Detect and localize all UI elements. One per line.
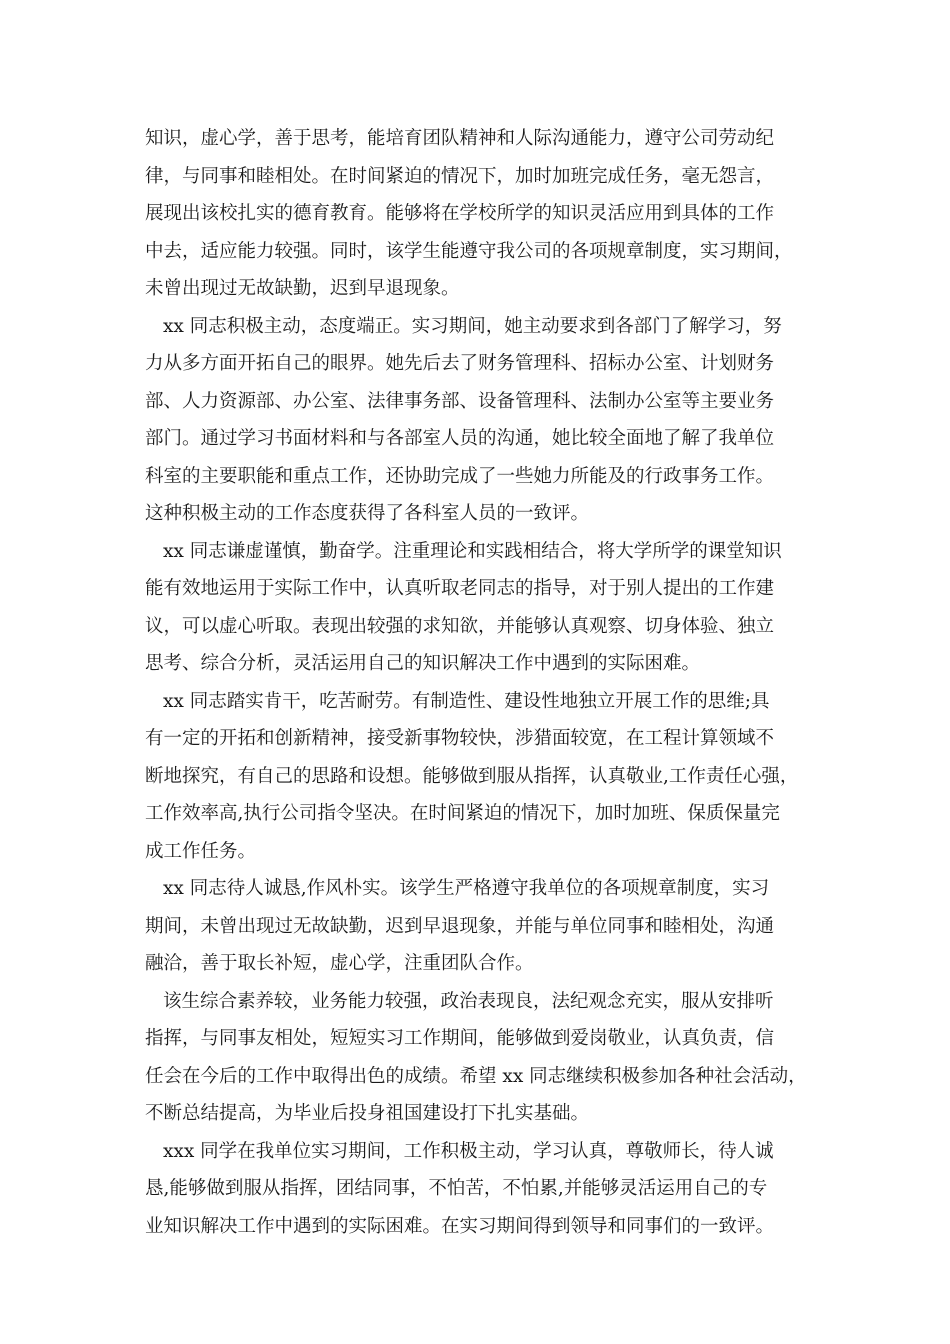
- text-line: 指挥，与同事友相处，短短实习工作期间，能够做到爱岗敬业，认真负责，信: [145, 1028, 775, 1049]
- text-line: 律，与同事和睦相处。在时间紧迫的情况下，加时加班完成任务，毫无怨言，: [145, 165, 775, 187]
- text-line: 工作效率高,执行公司指令坚决。在时间紧迫的情况下，加时加班、保质保量完: [145, 803, 780, 824]
- text-line: 未曾出现过无故缺勤，迟到早退现象。: [145, 278, 460, 299]
- text-line: 期间，未曾出现过无故缺勤，迟到早退现象，并能与单位同事和睦相处，沟通: [145, 915, 775, 937]
- text-line: 议，可以虚心听取。表现出较强的求知欲，并能够认真观察、切身体验、独立: [145, 615, 775, 637]
- text-line: 中去，适应能力较强。同时，该学生能遵守我公司的各项规章制度，实习期间，: [145, 240, 793, 262]
- text-line: 知识，虚心学，善于思考，能培育团队精神和人际沟通能力，遵守公司劳动纪: [145, 128, 775, 149]
- document-body: [145, 120, 825, 1245]
- text-line: 科室的主要职能和重点工作，还协助完成了一些她力所能及的行政事务工作。: [145, 465, 775, 487]
- text-line: 思考、综合分析，灵活运用自己的知识解决工作中遇到的实际困难。: [145, 653, 701, 674]
- text-line: 部门。通过学习书面材料和与各部室人员的沟通，她比较全面地了解了我单位: [145, 428, 775, 449]
- text-line: 不断总结提高，为毕业后投身祖国建设打下扎实基础。: [145, 1103, 590, 1124]
- text-line: 部、人力资源部、办公室、法律事务部、设备管理科、法制办公室等主要业务: [145, 390, 775, 412]
- paragraph-start-line: xx 同志踏实肯干，吃苦耐劳。有制造性、建设性地独立开展工作的思维;具: [163, 690, 770, 712]
- text-line: 展现出该校扎实的德育教育。能够将在学校所学的知识灵活应用到具体的工作: [145, 203, 775, 224]
- paragraph-start-line: 该生综合素养较，业务能力较强，政治表现良，法纪观念充实，服从安排听: [163, 990, 774, 1012]
- paragraph-start-line: xxx 同学在我单位实习期间，工作积极主动，学习认真，尊敬师长，待人诚: [163, 1140, 774, 1162]
- paragraph-start-line: xx 同志积极主动，态度端正。实习期间，她主动要求到各部门了解学习，努: [163, 315, 782, 337]
- text-line: 能有效地运用于实际工作中，认真听取老同志的指导，对于别人提出的工作建: [145, 578, 775, 599]
- text-line: 恳,能够做到服从指挥，团结同事，不怕苦，不怕累,并能够灵活运用自己的专: [145, 1178, 768, 1199]
- text-line: 力从多方面开拓自己的眼界。她先后去了财务管理科、招标办公室、计划财务: [145, 353, 775, 374]
- paragraph-start-line: xx 同志待人诚恳,作风朴实。该学生严格遵守我单位的各项规章制度，实习: [163, 878, 770, 899]
- text-line: 有一定的开拓和创新精神，接受新事物较快，涉猎面较宽，在工程计算领域不: [145, 728, 775, 749]
- text-line: 断地探究，有自己的思路和设想。能够做到服从指挥，认真敬业,工作责任心强，: [145, 765, 799, 787]
- text-line: 业知识解决工作中遇到的实际困难。在实习期间得到领导和同事们的一致评。: [145, 1215, 775, 1237]
- paragraph-start-line: xx 同志谦虚谨慎，勤奋学。注重理论和实践相结合，将大学所学的课堂知识: [163, 540, 782, 562]
- text-line: 任会在今后的工作中取得出色的成绩。希望 xx 同志继续积极参加各种社会活动，: [145, 1065, 807, 1087]
- text-line: 成工作任务。: [145, 840, 257, 862]
- text-line: 这种积极主动的工作态度获得了各科室人员的一致评。: [145, 503, 590, 524]
- text-line: 融洽，善于取长补短，虚心学，注重团队合作。: [145, 953, 534, 974]
